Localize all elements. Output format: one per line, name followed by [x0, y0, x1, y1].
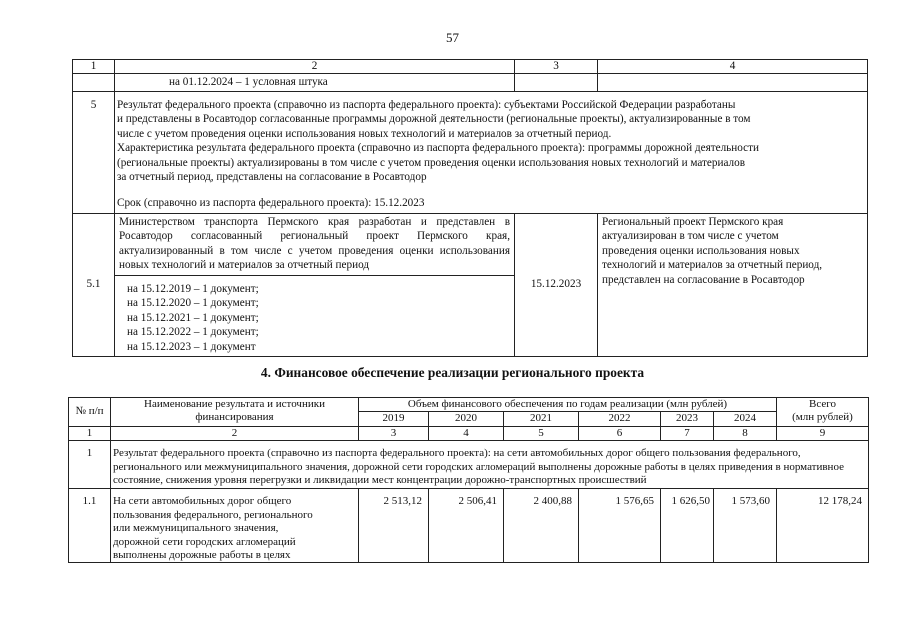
- table-row: [73, 213, 868, 356]
- regional-result-characteristic: Региональный проект Пермского края актуализирован в том числе с учетом проведения оценки использования новых технологий и материалов за отчетный период, представлен на согласование в Росавтодор: [598, 213, 868, 356]
- value-cell-2020: 2 506,41: [429, 489, 504, 563]
- header-cell: 2: [115, 60, 515, 74]
- row-number: 1: [69, 441, 111, 489]
- column-number-header: № п/п: [69, 398, 111, 427]
- index-cell: 3: [359, 426, 429, 440]
- index-cell: 2: [111, 426, 359, 440]
- list-item: на 15.12.2022 – 1 документ;: [127, 326, 259, 339]
- index-cell: 1: [69, 426, 111, 440]
- table-row: [73, 91, 868, 213]
- document-list: [115, 276, 514, 356]
- header-cell: 1: [73, 60, 115, 74]
- index-row: [69, 426, 869, 440]
- year-header: 2023: [661, 412, 714, 426]
- index-cell: 6: [579, 426, 661, 440]
- row-number: 1.1: [69, 489, 111, 563]
- year-header: 2022: [579, 412, 661, 426]
- header-cell: 3: [515, 60, 598, 74]
- financing-table: [68, 397, 869, 563]
- column-volume-header: Объем финансового обеспечения по годам реализации (млн рублей): [359, 398, 777, 412]
- page-number: 57: [446, 30, 459, 45]
- index-cell: 9: [777, 426, 869, 440]
- value-cell-2023: 1 626,50: [661, 489, 714, 563]
- results-table: [72, 59, 868, 357]
- federal-result-line: числе с учетом проведения оценки использования новых технологий и материалов за отчетный период.: [117, 127, 612, 140]
- index-cell: 8: [714, 426, 777, 440]
- section-title: 4. Финансовое обеспечение реализации регионального проекта: [260, 365, 645, 380]
- federal-result-line: за отчетный период, представлены на согласование в Росавтодор: [117, 171, 427, 184]
- list-item: на 15.12.2019 – 1 документ;: [127, 282, 259, 295]
- deadline-text: Срок (справочно из паспорта федерального проекта): 15.12.2023: [117, 196, 425, 209]
- regional-result-cell: [115, 213, 515, 356]
- federal-result-cell: [115, 91, 868, 213]
- total-cell: 12 178,24: [777, 489, 869, 563]
- value-cell-2022: 1 576,65: [579, 489, 661, 563]
- index-cell: 7: [661, 426, 714, 440]
- value-cell-2019: 2 513,12: [359, 489, 429, 563]
- deadline-date: 15.12.2023: [515, 213, 598, 356]
- year-header: 2021: [504, 412, 579, 426]
- row-number: 5: [73, 91, 115, 213]
- header-cell: 4: [598, 60, 868, 74]
- federal-result-financing-text: Результат федерального проекта (справочно из паспорта федерального проекта): на сети автомобильных дорог общего пользования федерального, регионального или межмуниципального значения, дорожной сети городских агломераций выполнены дорожные работы в целях приведения в нормативное состояние, снижения уровня перегрузки и ликвидации мест концентрации дорожно-транспортных происшествий: [111, 441, 869, 489]
- table-header-row: [69, 398, 869, 412]
- table-row: [69, 441, 869, 489]
- year-header: 2020: [429, 412, 504, 426]
- table-row: [73, 74, 868, 92]
- federal-result-line: и представлены в Росавтодор согласованные программы дорожной деятельности (региональные проекты), актуализированные в том: [117, 113, 751, 126]
- federal-result-line: Результат федерального проекта (справочно из паспорта федерального проекта): субъектами Российской Федерации разработаны: [117, 98, 736, 111]
- row-number: 5.1: [73, 213, 115, 356]
- list-item: на 15.12.2021 – 1 документ;: [127, 311, 259, 324]
- column-total-header: Всего (млн рублей): [777, 398, 869, 427]
- continuation-text: на 01.12.2024 – 1 условная штука: [115, 74, 515, 92]
- value-cell-2021: 2 400,88: [504, 489, 579, 563]
- table-row: [69, 489, 869, 563]
- index-cell: 5: [504, 426, 579, 440]
- list-item: на 15.12.2023 – 1 документ: [127, 341, 256, 353]
- year-header: 2024: [714, 412, 777, 426]
- value-cell-2024: 1 573,60: [714, 489, 777, 563]
- column-name-header: Наименование результата и источники финансирования: [111, 398, 359, 427]
- list-item: на 15.12.2020 – 1 документ;: [127, 297, 259, 310]
- index-cell: 4: [429, 426, 504, 440]
- table-header-row: [73, 60, 868, 74]
- regional-result-description: Министерством транспорта Пермского края разработан и представлен в Росавтодор согласованный региональный проект Пермского края, актуализированный в том числе с учетом проведения оценки использования новых технологий и материалов за отчетный период: [115, 214, 514, 276]
- federal-result-line: (региональные проекты) актуализированы в том числе с учетом проведения оценки использования новых технологий и материалов: [117, 156, 745, 169]
- result-name-cell: На сети автомобильных дорог общего пользования федерального, регионального или межмуниципального значения, дорожной сети городских агломераций выполнены дорожные работы в целях: [111, 489, 359, 563]
- year-header: 2019: [359, 412, 429, 426]
- federal-result-line: Характеристика результата федерального проекта (справочно из паспорта федерального проекта): программы дорожной деятельности: [117, 142, 759, 155]
